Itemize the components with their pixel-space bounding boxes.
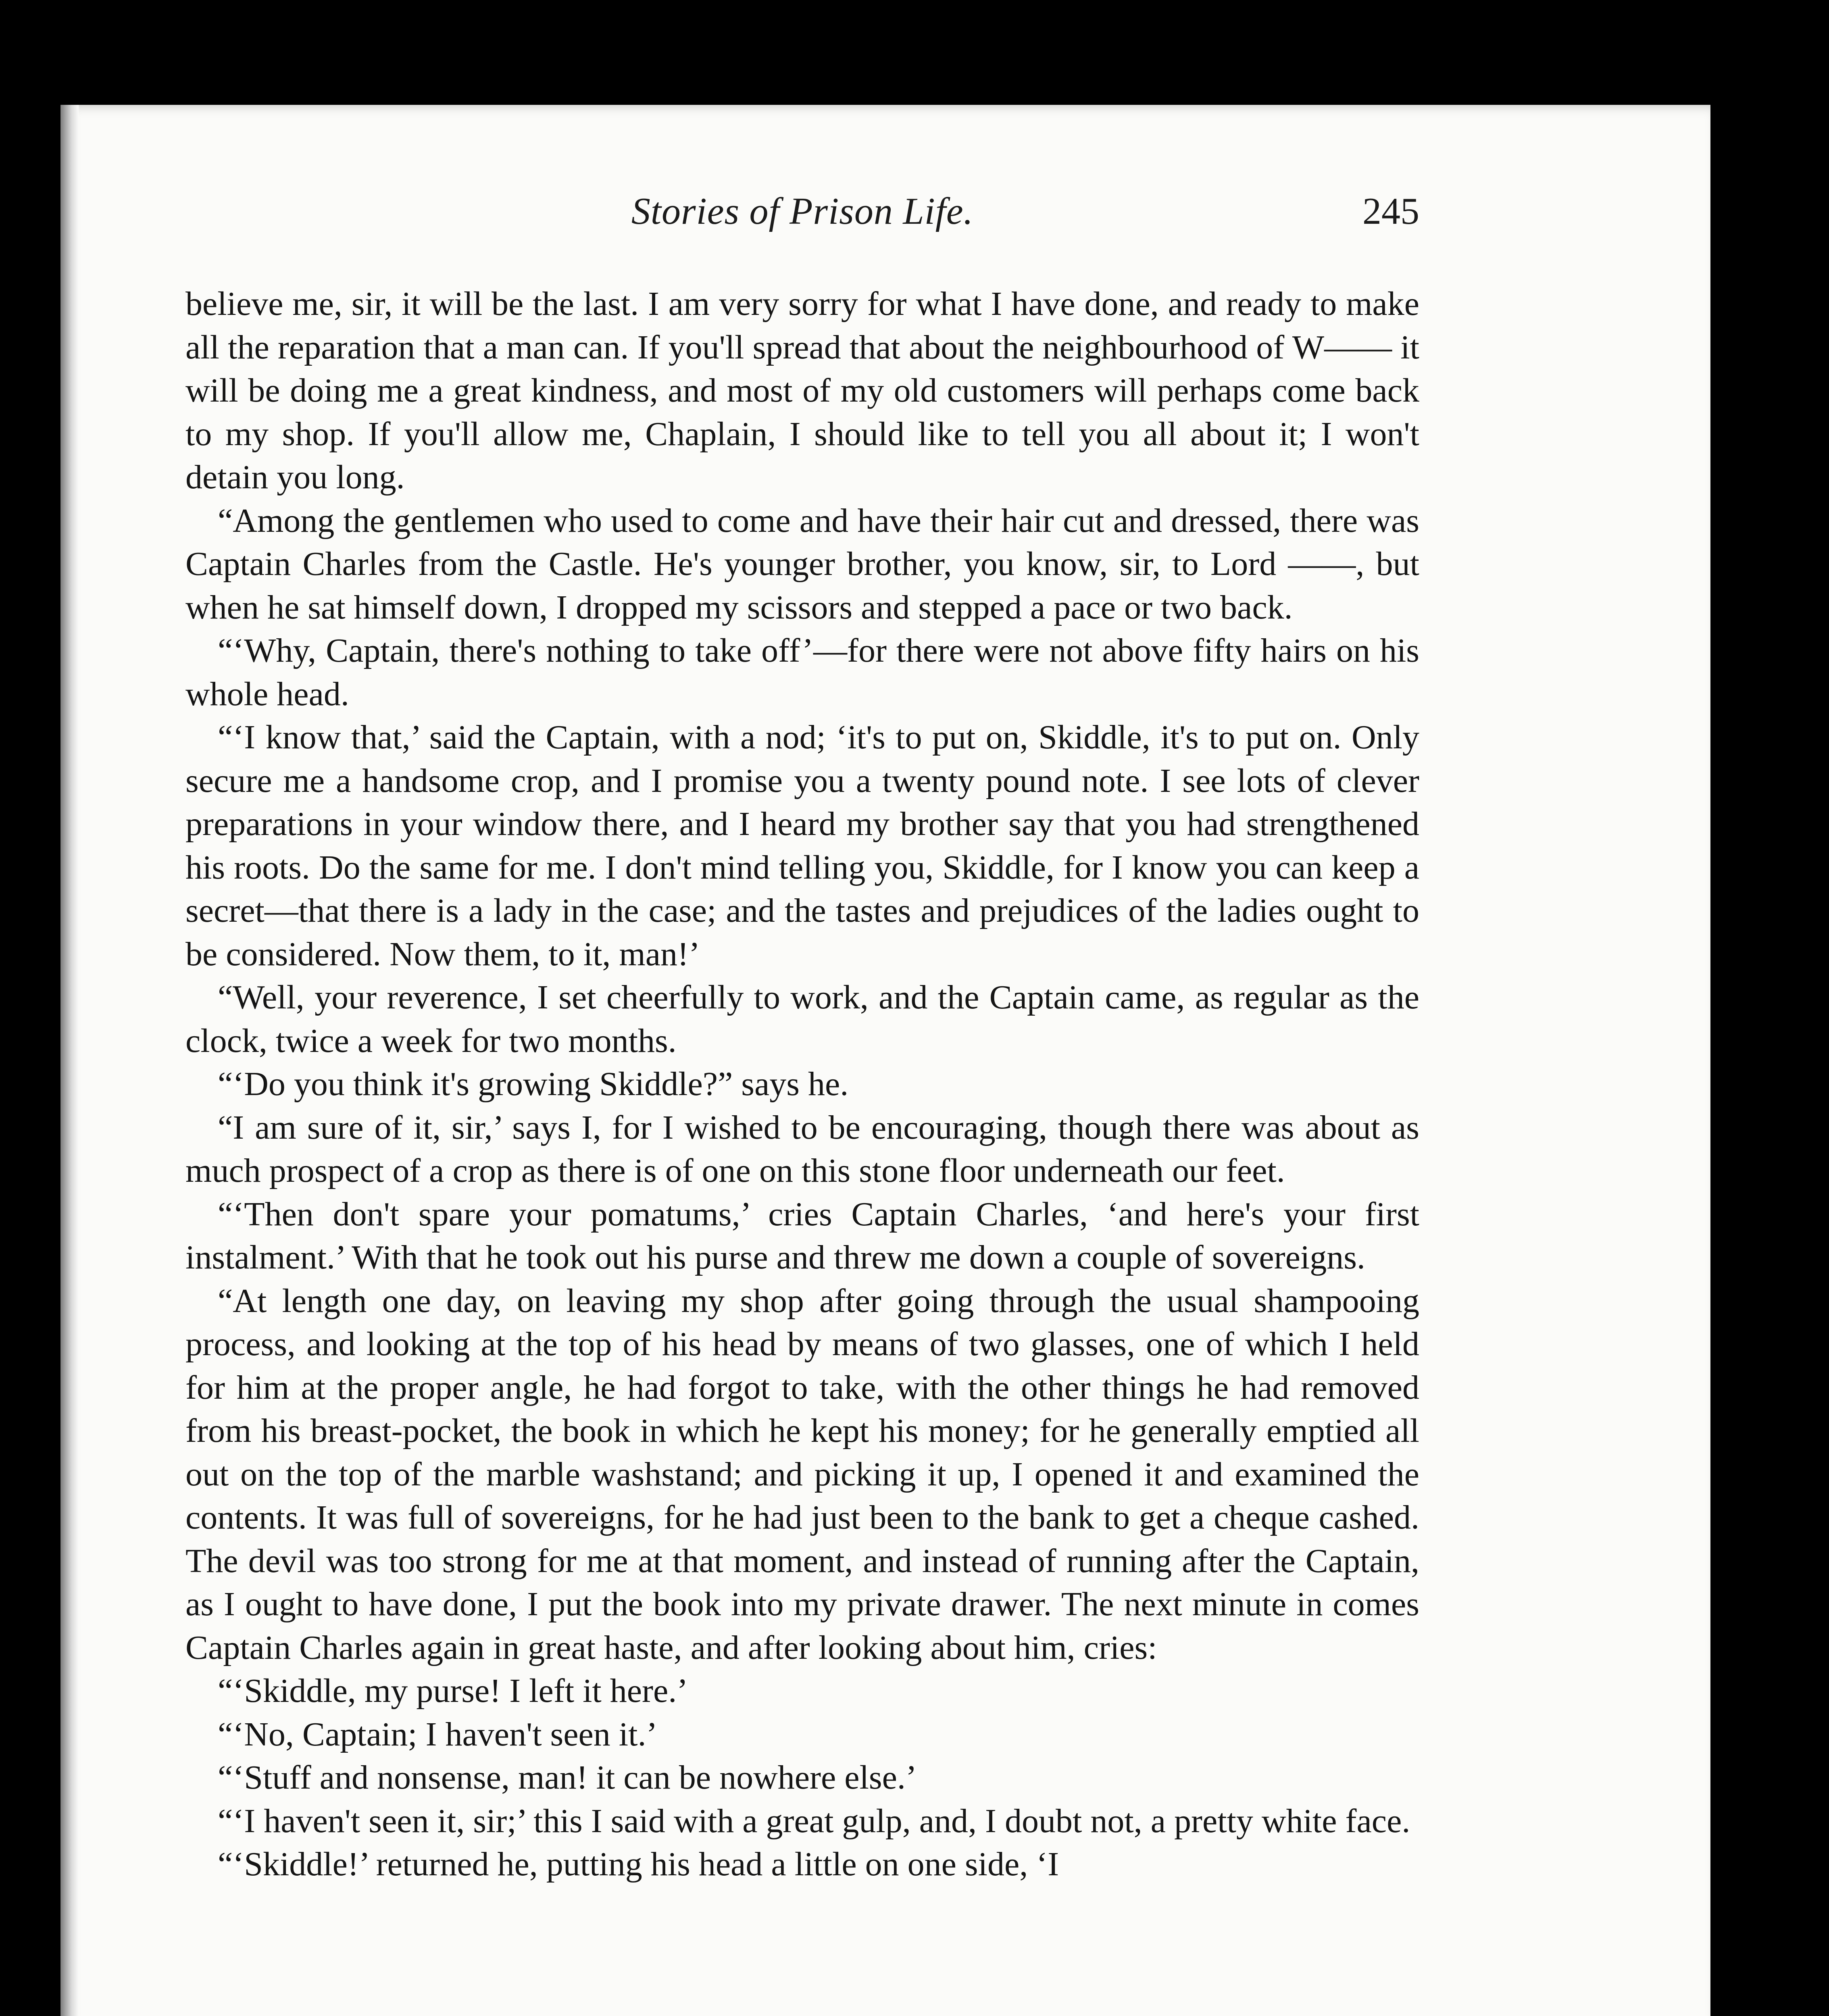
paragraph: believe me, sir, it will be the last. I am very sorry for what I have done, and ready to make all the reparation that a man can. If you'll spread that about the neighbourhood of W—— it will be doing me a great kindness, and most of my old customers will perhaps come back to my shop. If you'll allow me, Chaplain, I should like to tell you all about it; I won't detain you long.: [185, 285, 1419, 496]
paragraph: “I am sure of it, sir,’ says I, for I wished to be encouraging, though there was about as much prospect of a crop as there is of one on this stone floor underneath our feet.: [185, 1108, 1419, 1189]
body-text: [185, 282, 1419, 1886]
paragraph: “Among the gentlemen who used to come and have their hair cut and dressed, there was Captain Charles from the Castle. He's younger brother, you know, sir, to Lord ——, but when he sat himself down, I dropped my scissors and stepped a pace or two back.: [185, 502, 1419, 626]
paragraph: “‘Then don't spare your pomatums,’ cries Captain Charles, ‘and here's your first instalment.’ With that he took out his purse and threw me down a couple of sovereigns.: [185, 1195, 1419, 1276]
paragraph: “‘No, Captain; I haven't seen it.’: [218, 1715, 658, 1753]
paragraph: “‘Why, Captain, there's nothing to take off’—for there were not above fifty hairs on his whole head.: [185, 632, 1419, 713]
page-number: 245: [1362, 190, 1419, 232]
paragraph: “‘Do you think it's growing Skiddle?” says he.: [218, 1065, 849, 1103]
paragraph: “Well, your reverence, I set cheerfully to work, and the Captain came, as regular as the clock, twice a week for two months.: [185, 979, 1419, 1060]
paragraph: “‘I know that,’ said the Captain, with a nod; ‘it's to put on, Skiddle, it's to put on. Only secure me a handsome crop, and I promise you a twenty pound note. I see lots of clever preparations in your window there, and I heard my brother say that you had strengthened his roots. Do the same for me. I don't mind telling you, Skiddle, for I know you can keep a secret—that there is a lady in the case; and the tastes and prejudices of the ladies ought to be considered. Now them, to it, man!’: [185, 719, 1419, 973]
paragraph: “‘I haven't seen it, sir;’ this I said with a great gulp, and, I doubt not, a pretty white face.: [218, 1802, 1410, 1840]
paragraph: “‘Skiddle!’ returned he, putting his head a little on one side, ‘I: [218, 1845, 1059, 1883]
paragraph: “‘Stuff and nonsense, man! it can be nowhere else.’: [218, 1759, 917, 1796]
running-title: Stories of Prison Life.: [631, 190, 974, 232]
running-head: [185, 190, 1419, 246]
paragraph: “‘Skiddle, my purse! I left it here.’: [218, 1672, 688, 1710]
paragraph: “At length one day, on leaving my shop after going through the usual shampooing process, and looking at the top of his head by means of two glasses, one of which I held for him at the proper angle, he had forgot to take, with the other things he had removed from his breast-pocket, the book in which he kept his money; for he generally emptied all out on the top of the marble washstand; and picking it up, I opened it and examined the contents. It was full of sovereigns, for he had just been to the bank to get a cheque cashed. The devil was too strong for me at that moment, and instead of running after the Captain, as I ought to have done, I put the book into my private drawer. The next minute in comes Captain Charles again in great haste, and after looking about him, cries:: [185, 1282, 1419, 1666]
page-gutter-shadow: [60, 105, 79, 2016]
